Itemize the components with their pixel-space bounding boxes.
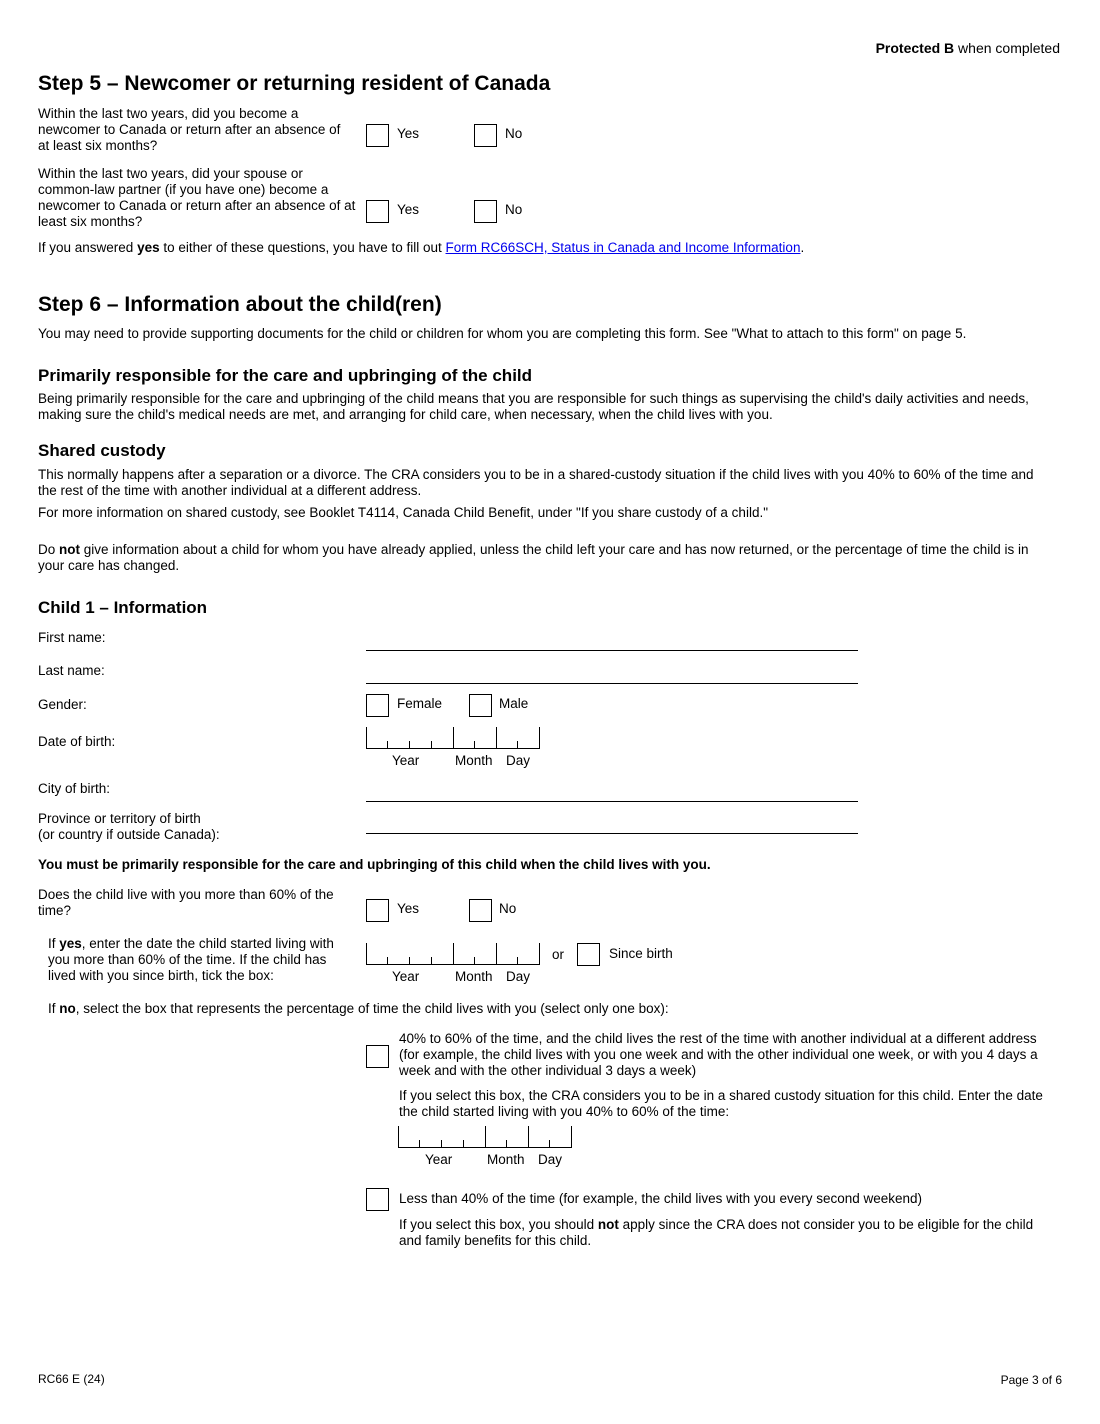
last-name-label: Last name:	[38, 663, 105, 678]
province-of-birth-field[interactable]	[366, 833, 858, 834]
step5-q1-no-label: No	[505, 126, 523, 141]
must-be-responsible-note: You must be primarily responsible for the care and upbringing of this child when the child lives with you.	[38, 857, 711, 872]
if-no-pre: If	[48, 1001, 60, 1016]
gender-label: Gender:	[38, 697, 87, 712]
first-name-label: First name:	[38, 630, 106, 645]
step5-note-end: .	[800, 240, 805, 255]
shared-custody-40-60-checkbox[interactable]	[366, 1045, 389, 1068]
step5-note-mid: to either of these questions, you have to fill out	[159, 240, 446, 255]
if-yes-instruction	[48, 936, 353, 984]
option-less-than-40-text: Less than 40% of the time (for example, the child lives with you every second weekend)	[399, 1191, 923, 1206]
step5-q2-no-checkbox[interactable]	[474, 200, 497, 223]
step5-note	[38, 240, 804, 255]
lives-60-no-label: No	[499, 901, 517, 916]
step5-note-pre: If you answered	[38, 240, 138, 255]
step6-intro: You may need to provide supporting documents for the child or children for whom you are completing this form. See "What to attach to this form" on page 5.	[38, 326, 967, 341]
lives-60-no-checkbox[interactable]	[469, 899, 492, 922]
since-birth-checkbox[interactable]	[577, 943, 600, 966]
if-no-bold: no	[59, 1001, 76, 1016]
lives-60-yes-checkbox[interactable]	[366, 899, 389, 922]
step5-q2-no-label: No	[505, 202, 523, 217]
gender-male-checkbox[interactable]	[469, 694, 492, 717]
opt2-note-pre: If you select this box, you should	[399, 1217, 598, 1232]
date-of-birth-field[interactable]	[366, 727, 540, 749]
protected-b-notice	[876, 40, 1060, 56]
shared-custody-start-date-field[interactable]	[398, 1126, 572, 1148]
start-date-month-label: Month	[455, 969, 493, 984]
step5-q2-yes-checkbox[interactable]	[366, 200, 389, 223]
page-number: Page 3 of 6	[1000, 1373, 1062, 1387]
primary-responsibility-text: Being primarily responsible for the care and upbringing of the child means that you are responsible for such things as supervising the child's daily activities and needs, making sure the child's medical needs are met, and arranging for child care, when necessary, when the child lives with you.	[38, 391, 1029, 422]
option-less-than-40-note	[399, 1217, 1059, 1249]
or-label: or	[552, 947, 565, 962]
dob-year-label: Year	[392, 753, 420, 768]
if-no-rest: , select the box that represents the percentage of time the child lives with you (select only one box):	[75, 1001, 669, 1016]
shared-custody-text-1: This normally happens after a separation or a divorce. The CRA considers you to be in a shared-custody situation if the child lives with you 40% to 60% of the time and the rest of the time with another individual at a different address.	[38, 467, 1034, 498]
do-not-note	[38, 542, 1048, 574]
option-40-60-text: 40% to 60% of the time, and the child lives the rest of the time with another individual at a different address (for example, the child lives with you one week and with the other individual one week, or with you 4 days a week and with the other individual 3 days a week)	[399, 1031, 1038, 1078]
step5-q1-yes-checkbox[interactable]	[366, 124, 389, 147]
if-yes-pre: If	[48, 936, 60, 951]
do-not-rest: give information about a child for whom you have already applied, unless the child left your care and has now returned, or the percentage of time the child is in your care has changed.	[38, 542, 1029, 573]
child1-title: Child 1 – Information	[38, 598, 208, 617]
province-of-birth-label	[38, 811, 220, 843]
primary-responsibility-title: Primarily responsible for the care and upbringing of the child	[38, 366, 533, 385]
last-name-field[interactable]	[366, 683, 858, 684]
do-not-pre: Do	[38, 542, 60, 557]
opt2-note-bold: not	[597, 1217, 619, 1232]
step5-q1-no-checkbox[interactable]	[474, 124, 497, 147]
if-no-instruction	[48, 1001, 669, 1016]
step5-question-1: Within the last two years, did you become a newcomer to Canada or return after an absence of at least six months?	[38, 106, 341, 153]
shared-date-month-label: Month	[487, 1152, 525, 1167]
less-than-40-checkbox[interactable]	[366, 1188, 389, 1211]
start-date-day-label: Day	[506, 969, 531, 984]
province-label-line-2: (or country if outside Canada):	[38, 827, 220, 842]
lives-60-yes-label: Yes	[397, 901, 420, 916]
first-name-field[interactable]	[366, 650, 858, 651]
shared-date-day-label: Day	[538, 1152, 563, 1167]
lives-more-than-60-question: Does the child live with you more than 60% of the time?	[38, 887, 334, 918]
dob-month-label: Month	[455, 753, 493, 768]
step5-question-2: Within the last two years, did your spouse or common-law partner (if you have one) become a newcomer to Canada or return after an absence of at least six months?	[38, 166, 356, 229]
do-not-bold: not	[59, 542, 81, 557]
step5-q1-yes-label: Yes	[397, 126, 420, 141]
protected-b-suffix: when completed	[954, 40, 1060, 56]
start-date-year-label: Year	[392, 969, 420, 984]
shared-custody-title: Shared custody	[38, 441, 166, 460]
city-of-birth-label: City of birth:	[38, 781, 111, 796]
start-date-over-60-field[interactable]	[366, 943, 540, 965]
form-code: RC66 E (24)	[38, 1372, 105, 1386]
step5-note-bold: yes	[137, 240, 160, 255]
date-of-birth-label: Date of birth:	[38, 734, 116, 749]
city-of-birth-field[interactable]	[366, 801, 858, 802]
since-birth-label: Since birth	[609, 946, 673, 961]
if-yes-rest: , enter the date the child started living with you more than 60% of the time. If the child has lived with you since birth, tick the box:	[48, 936, 334, 983]
opt2-note-rest: apply since the CRA does not consider you to be eligible for the child and family benefits for this child.	[399, 1217, 1034, 1248]
step5-title: Step 5 – Newcomer or returning resident of Canada	[38, 72, 551, 95]
if-yes-bold: yes	[59, 936, 82, 951]
protected-b-label: Protected B	[875, 40, 955, 56]
gender-female-checkbox[interactable]	[366, 694, 389, 717]
step5-q2-yes-label: Yes	[397, 202, 420, 217]
gender-female-label: Female	[397, 696, 443, 711]
option-40-60-note: If you select this box, the CRA considers you to be in a shared custody situation for this child. Enter the date the child started living with you 40% to 60% of the time:	[399, 1088, 1043, 1119]
gender-male-label: Male	[499, 696, 529, 711]
step6-title: Step 6 – Information about the child(ren)	[38, 293, 442, 316]
dob-day-label: Day	[506, 753, 531, 768]
shared-custody-text-2: For more information on shared custody, see Booklet T4114, Canada Child Benefit, under "If you share custody of a child."	[38, 505, 768, 520]
shared-date-year-label: Year	[425, 1152, 453, 1167]
province-label-line-1: Province or territory of birth	[38, 811, 201, 826]
form-rc66sch-link[interactable]: Form RC66SCH, Status in Canada and Income Information	[445, 240, 801, 255]
